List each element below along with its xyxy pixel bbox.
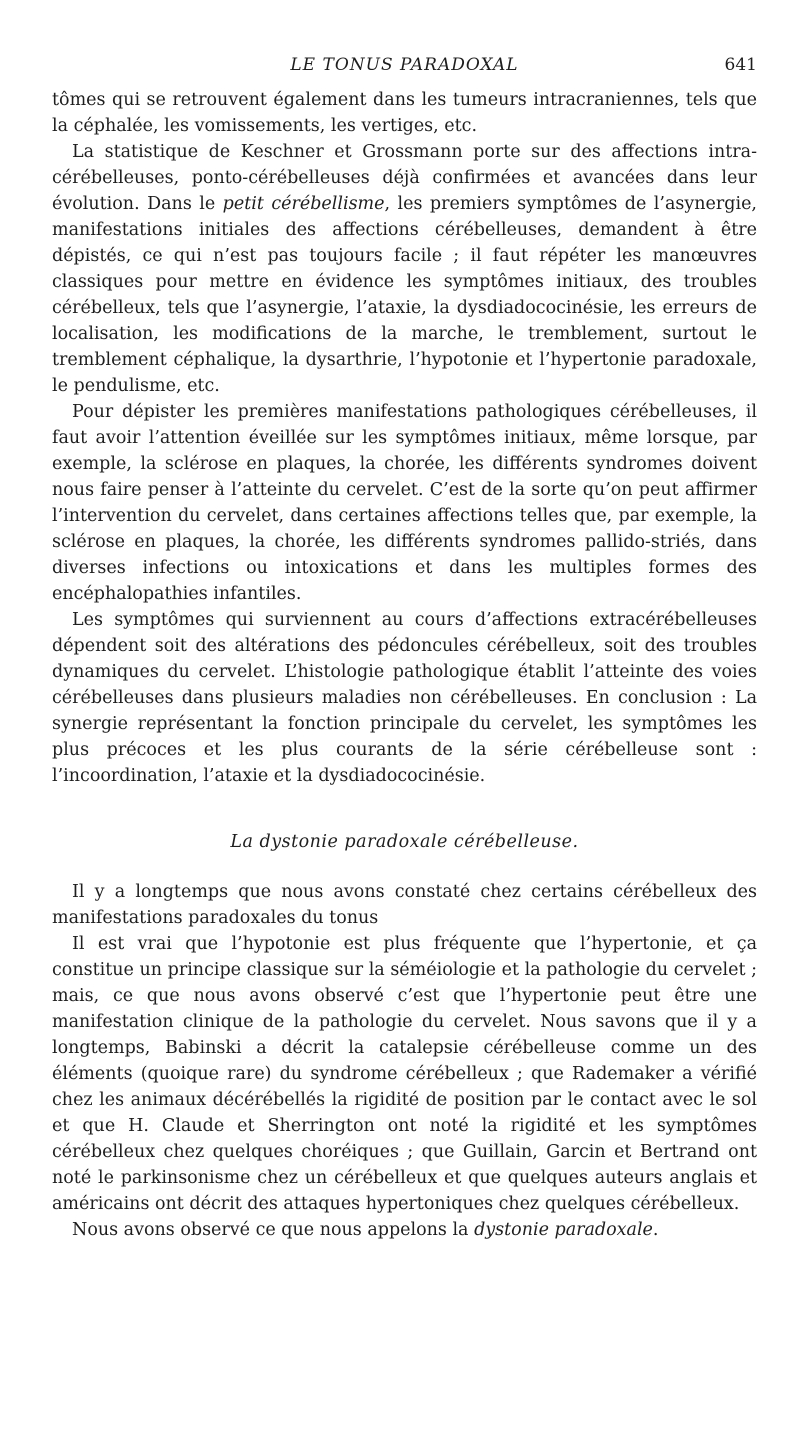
running-title: LE TONUS PARADOXAL bbox=[290, 55, 519, 75]
paragraph-2-text-after: , les premiers symptômes de l’asynergie, manifestations initiales des affections cérébelleuses, demandent à être dépistés, ce qui n’est pas toujours facile ; il faut répéter les manœuvres classiques pour mettre en évidence les symptômes initiaux, des troubles cérébelleux, tels que l’asynergie, l’ataxie, la dysdiadococinésie, les erreurs de localisation, les modifications de la marche, le tremblement, surtout le tremblement céphalique, la dysarthrie, l’hypotonie et l’hypertonie paradoxale, le pendulisme, etc. bbox=[52, 194, 757, 396]
paragraph-7-text: Nous avons observé ce que nous appelons la bbox=[72, 1220, 475, 1240]
paragraph-1-text: tômes qui se retrouvent également dans les tumeurs intracraniennes, tels que la céphalée, les vomissements, les vertiges, etc. bbox=[52, 90, 757, 136]
section-title: La dystonie paradoxale cérébelleuse. bbox=[230, 832, 579, 852]
paragraph-7 bbox=[52, 1217, 757, 1243]
paragraph-2 bbox=[52, 139, 757, 399]
paragraph-2-emphasis: petit cérébellisme bbox=[222, 194, 385, 214]
paragraph-4 bbox=[52, 607, 757, 789]
paragraph-5-text: Il y a longtemps que nous avons constaté chez certains cérébelleux des manifestations paradoxales du tonus bbox=[52, 882, 757, 928]
page-header bbox=[52, 55, 757, 81]
paragraph-2-text: La statistique de Keschner et Grossmann porte sur des affections intra-cérébelleuses, ponto-cérébelleuses déjà confirmées et avancées dans leur évolution. Dans le bbox=[52, 142, 757, 214]
paragraph-7-emphasis: dystonie paradoxale bbox=[474, 1220, 653, 1240]
page-number: 641 bbox=[724, 55, 757, 75]
paragraph-6 bbox=[52, 931, 757, 1217]
paragraph-3-text: Pour dépister les premières manifestations pathologiques cérébelleuses, il faut avoir l’attention éveillée sur les symptômes initiaux, même lorsque, par exemple, la sclérose en plaques, la chorée, les différents syndromes doivent nous faire penser à l’atteinte du cervelet. C’est de la sorte qu’on peut affirmer l’intervention du cervelet, dans certaines affections telles que, par exemple, la sclérose en plaques, la chorée, les différents syndromes pallido-striés, dans diverses infections ou intoxications et dans les multiples formes des encéphalopathies infantiles. bbox=[52, 402, 757, 604]
paragraph-6-text: Il est vrai que l’hypotonie est plus fréquente que l’hypertonie, et ça constitue un principe classique sur la séméiologie et la pathologie du cervelet ; mais, ce que nous avons observé c’est que l’hypertonie peut être une manifestation clinique de la pathologie du cervelet. Nous savons que il y a longtemps, Babinski a décrit la catalepsie cérébelleuse comme un des éléments (quoique rare) du syndrome cérébelleux ; que Rademaker a vérifié chez les animaux décérébellés la rigidité de position par le contact avec le sol et que H. Claude et Sherrington ont noté la rigidité et les symptômes cérébelleux chez quelques choréiques ; que Guillain, Garcin et Bertrand ont noté le parkinsonisme chez un cérébelleux et que quelques auteurs anglais et américains ont décrit des attaques hypertoniques chez quelques cérébelleux. bbox=[52, 934, 757, 1214]
paragraph-3 bbox=[52, 399, 757, 607]
body-text bbox=[52, 87, 757, 1243]
paragraph-1 bbox=[52, 87, 757, 139]
paragraph-7-text-after: . bbox=[652, 1220, 659, 1240]
paragraph-5 bbox=[52, 879, 757, 931]
paragraph-4-text: Les symptômes qui surviennent au cours d’affections extracérébelleuses dépendent soit des altérations des pédoncules cérébelleux, soit des troubles dynamiques du cervelet. L’histologie pathologique établit l’atteinte des voies cérébelleuses dans plusieurs maladies non cérébelleuses. En conclusion : La synergie représentant la fonction principale du cervelet, les symptômes les plus précoces et les plus courants de la série cérébelleuse sont : l’incoordination, l’ataxie et la dysdiadococinésie. bbox=[52, 610, 757, 786]
